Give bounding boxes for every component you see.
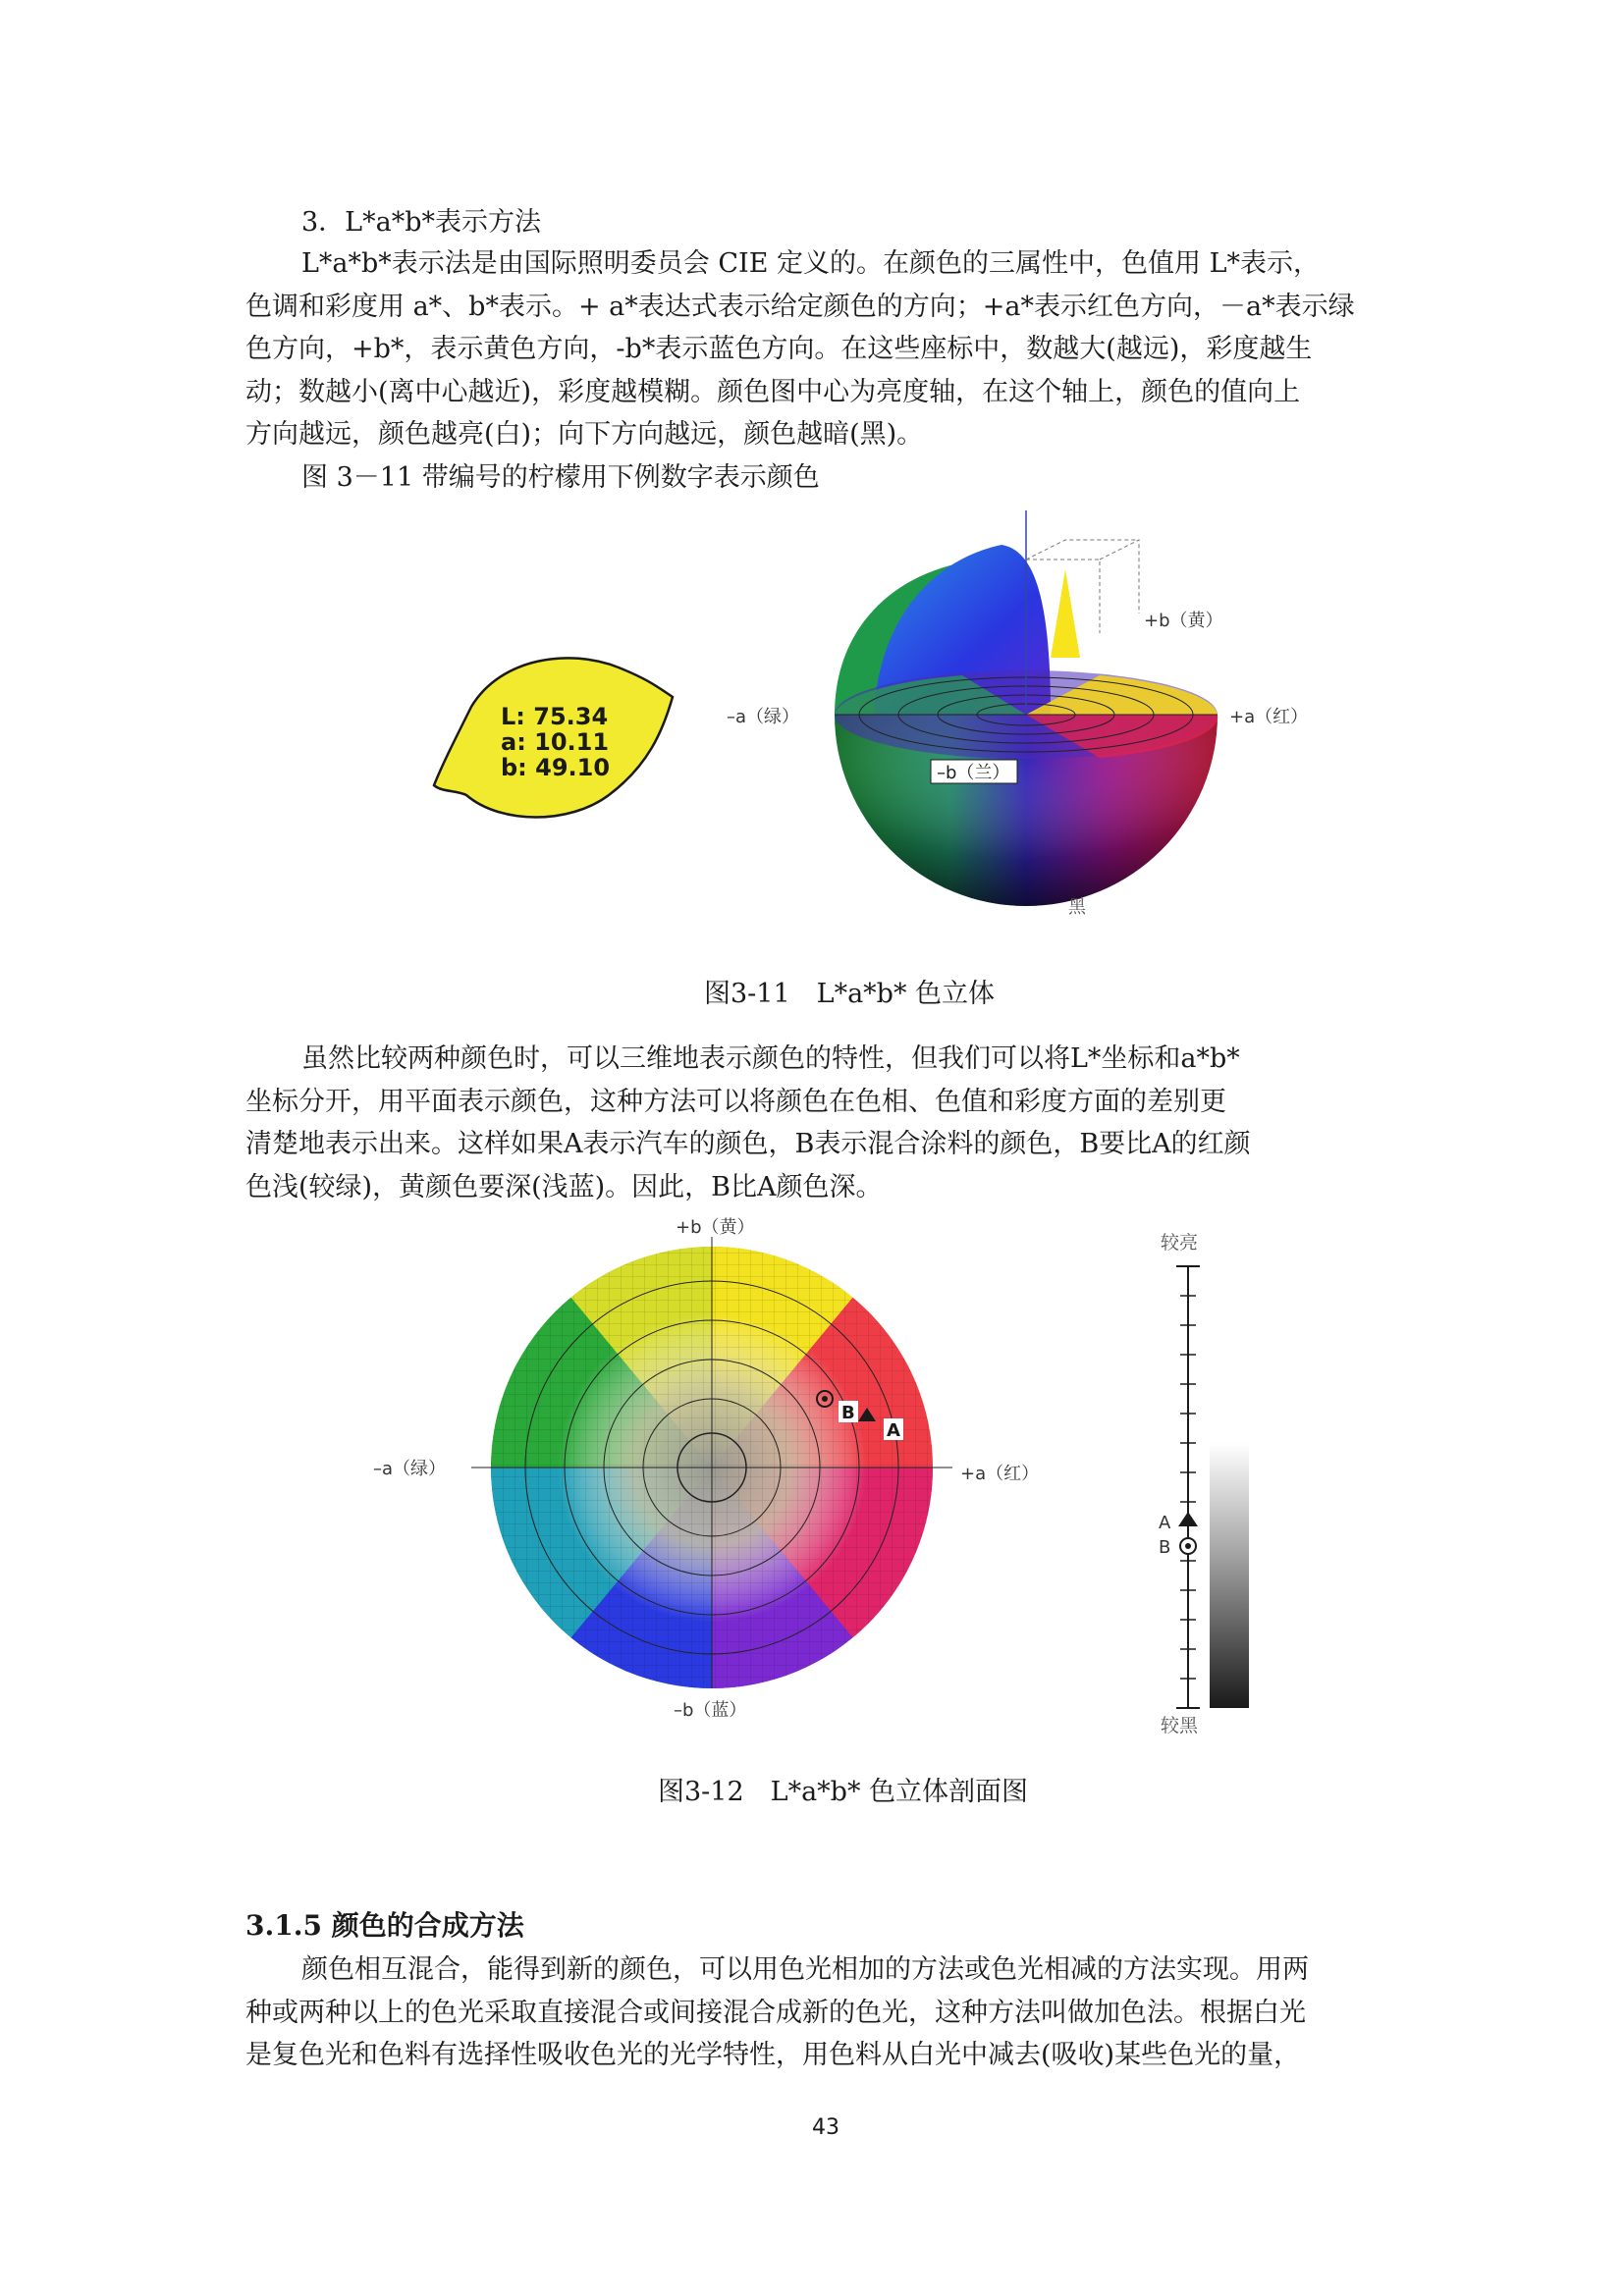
disc-marker-a-label: A (887, 1420, 900, 1441)
sphere-label-plus-a: +a（红） (1229, 707, 1309, 727)
figure-3-11-caption: 图3-11 L*a*b* 色立体 (704, 979, 996, 1009)
disc-label-minus-b: –b（蓝） (674, 1700, 747, 1721)
sphere-label-black: 黑 (1068, 897, 1086, 918)
paragraph-line: 色方向，+b*，表示黄色方向，-b*表示蓝色方向。在这些座标中，数越大(越远)，彩度越生 (245, 334, 1313, 364)
lightness-scale (1176, 1266, 1249, 1708)
lab-color-solid-illustration (412, 501, 1316, 942)
page-number: 43 (812, 2115, 839, 2140)
paragraph-line: 色调和彩度用 a*、b*表示。+ a*表达式表示给定颜色的方向；+a*表示红色方向，－a*表示绿 (245, 291, 1355, 322)
figure-3-12 (373, 1217, 1296, 1737)
lemon-b-value: b: 49.10 (501, 754, 611, 781)
sphere-label-plus-b: +b（黄） (1144, 611, 1223, 631)
paragraph-line: 种或两种以上的色光采取直接混合或间接混合成新的色光，这种方法叫做加色法。根据白光 (245, 1997, 1306, 2028)
paragraph-line: 虽然比较两种颜色时，可以三维地表示颜色的特性，但我们可以将L*坐标和a*b* (301, 1043, 1240, 1074)
paragraph-lab-description (245, 242, 1384, 456)
sphere-label-minus-a: –a（绿） (727, 707, 800, 727)
section-heading: 3.1.5 颜色的合成方法 (245, 1909, 524, 1942)
paragraph-color-synthesis (245, 1949, 1384, 2077)
figure-intro-text: 图 3－11 带编号的柠檬用下例数字表示颜色 (301, 462, 820, 493)
paragraph-line: 是复色光和色料有选择性吸收色光的光学特性，用色料从白光中减去(吸收)某些色光的量， (245, 2040, 1301, 2070)
figure-3-12-caption: 图3-12 L*a*b* 色立体剖面图 (658, 1777, 1029, 1807)
sphere-label-minus-b: –b（兰） (937, 763, 1010, 783)
disc-label-minus-a: –a（绿） (373, 1459, 447, 1479)
color-hemisphere (835, 510, 1218, 906)
scale-top-label: 较亮 (1161, 1232, 1199, 1254)
scale-b-label: B (1159, 1537, 1171, 1558)
lemon-l-value: L: 75.34 (501, 703, 609, 730)
paragraph-line: 方向越远，颜色越亮(白)；向下方向越远，颜色越暗(黑)。 (245, 419, 924, 450)
paragraph-line: 色浅(较绿)，黄颜色要深(浅蓝)。因此，B比A颜色深。 (245, 1171, 883, 1202)
scale-b-target-icon (1180, 1538, 1196, 1554)
paragraph-line: 动；数越小(离中心越近)，彩度越模糊。颜色图中心为亮度轴，在这个轴上，颜色的值向上 (245, 376, 1301, 407)
disc-marker-b-label: B (841, 1403, 855, 1423)
paragraph-line: 坐标分开，用平面表示颜色，这种方法可以将颜色在色相、色值和彩度方面的差别更 (245, 1086, 1226, 1117)
lemon-a-value: a: 10.11 (501, 728, 610, 756)
paragraph-line: 清楚地表示出来。这样如果A表示汽车的颜色，B表示混合涂料的颜色，B要比A的红颜 (245, 1129, 1251, 1159)
paragraph-line: L*a*b*表示法是由国际照明委员会 CIE 定义的。在颜色的三属性中，色值用 L*表示， (301, 248, 1321, 279)
section-title: 3．L*a*b*表示方法 (301, 207, 541, 238)
disc-label-plus-b: +b（黄） (676, 1217, 755, 1238)
scale-bottom-label: 较黑 (1161, 1715, 1199, 1736)
color-disc (491, 1247, 933, 1688)
scale-a-label: A (1159, 1513, 1171, 1533)
lab-cross-section-illustration (373, 1217, 1296, 1737)
paragraph-line: 颜色相互混合，能得到新的颜色，可以用色光相加的方法或色光相减的方法实现。用两 (301, 1954, 1309, 1985)
scale-a-triangle-icon (1178, 1512, 1198, 1526)
figure-3-11 (412, 501, 1316, 942)
disc-label-plus-a: +a（红） (960, 1464, 1040, 1484)
paragraph-comparison (245, 1038, 1384, 1208)
